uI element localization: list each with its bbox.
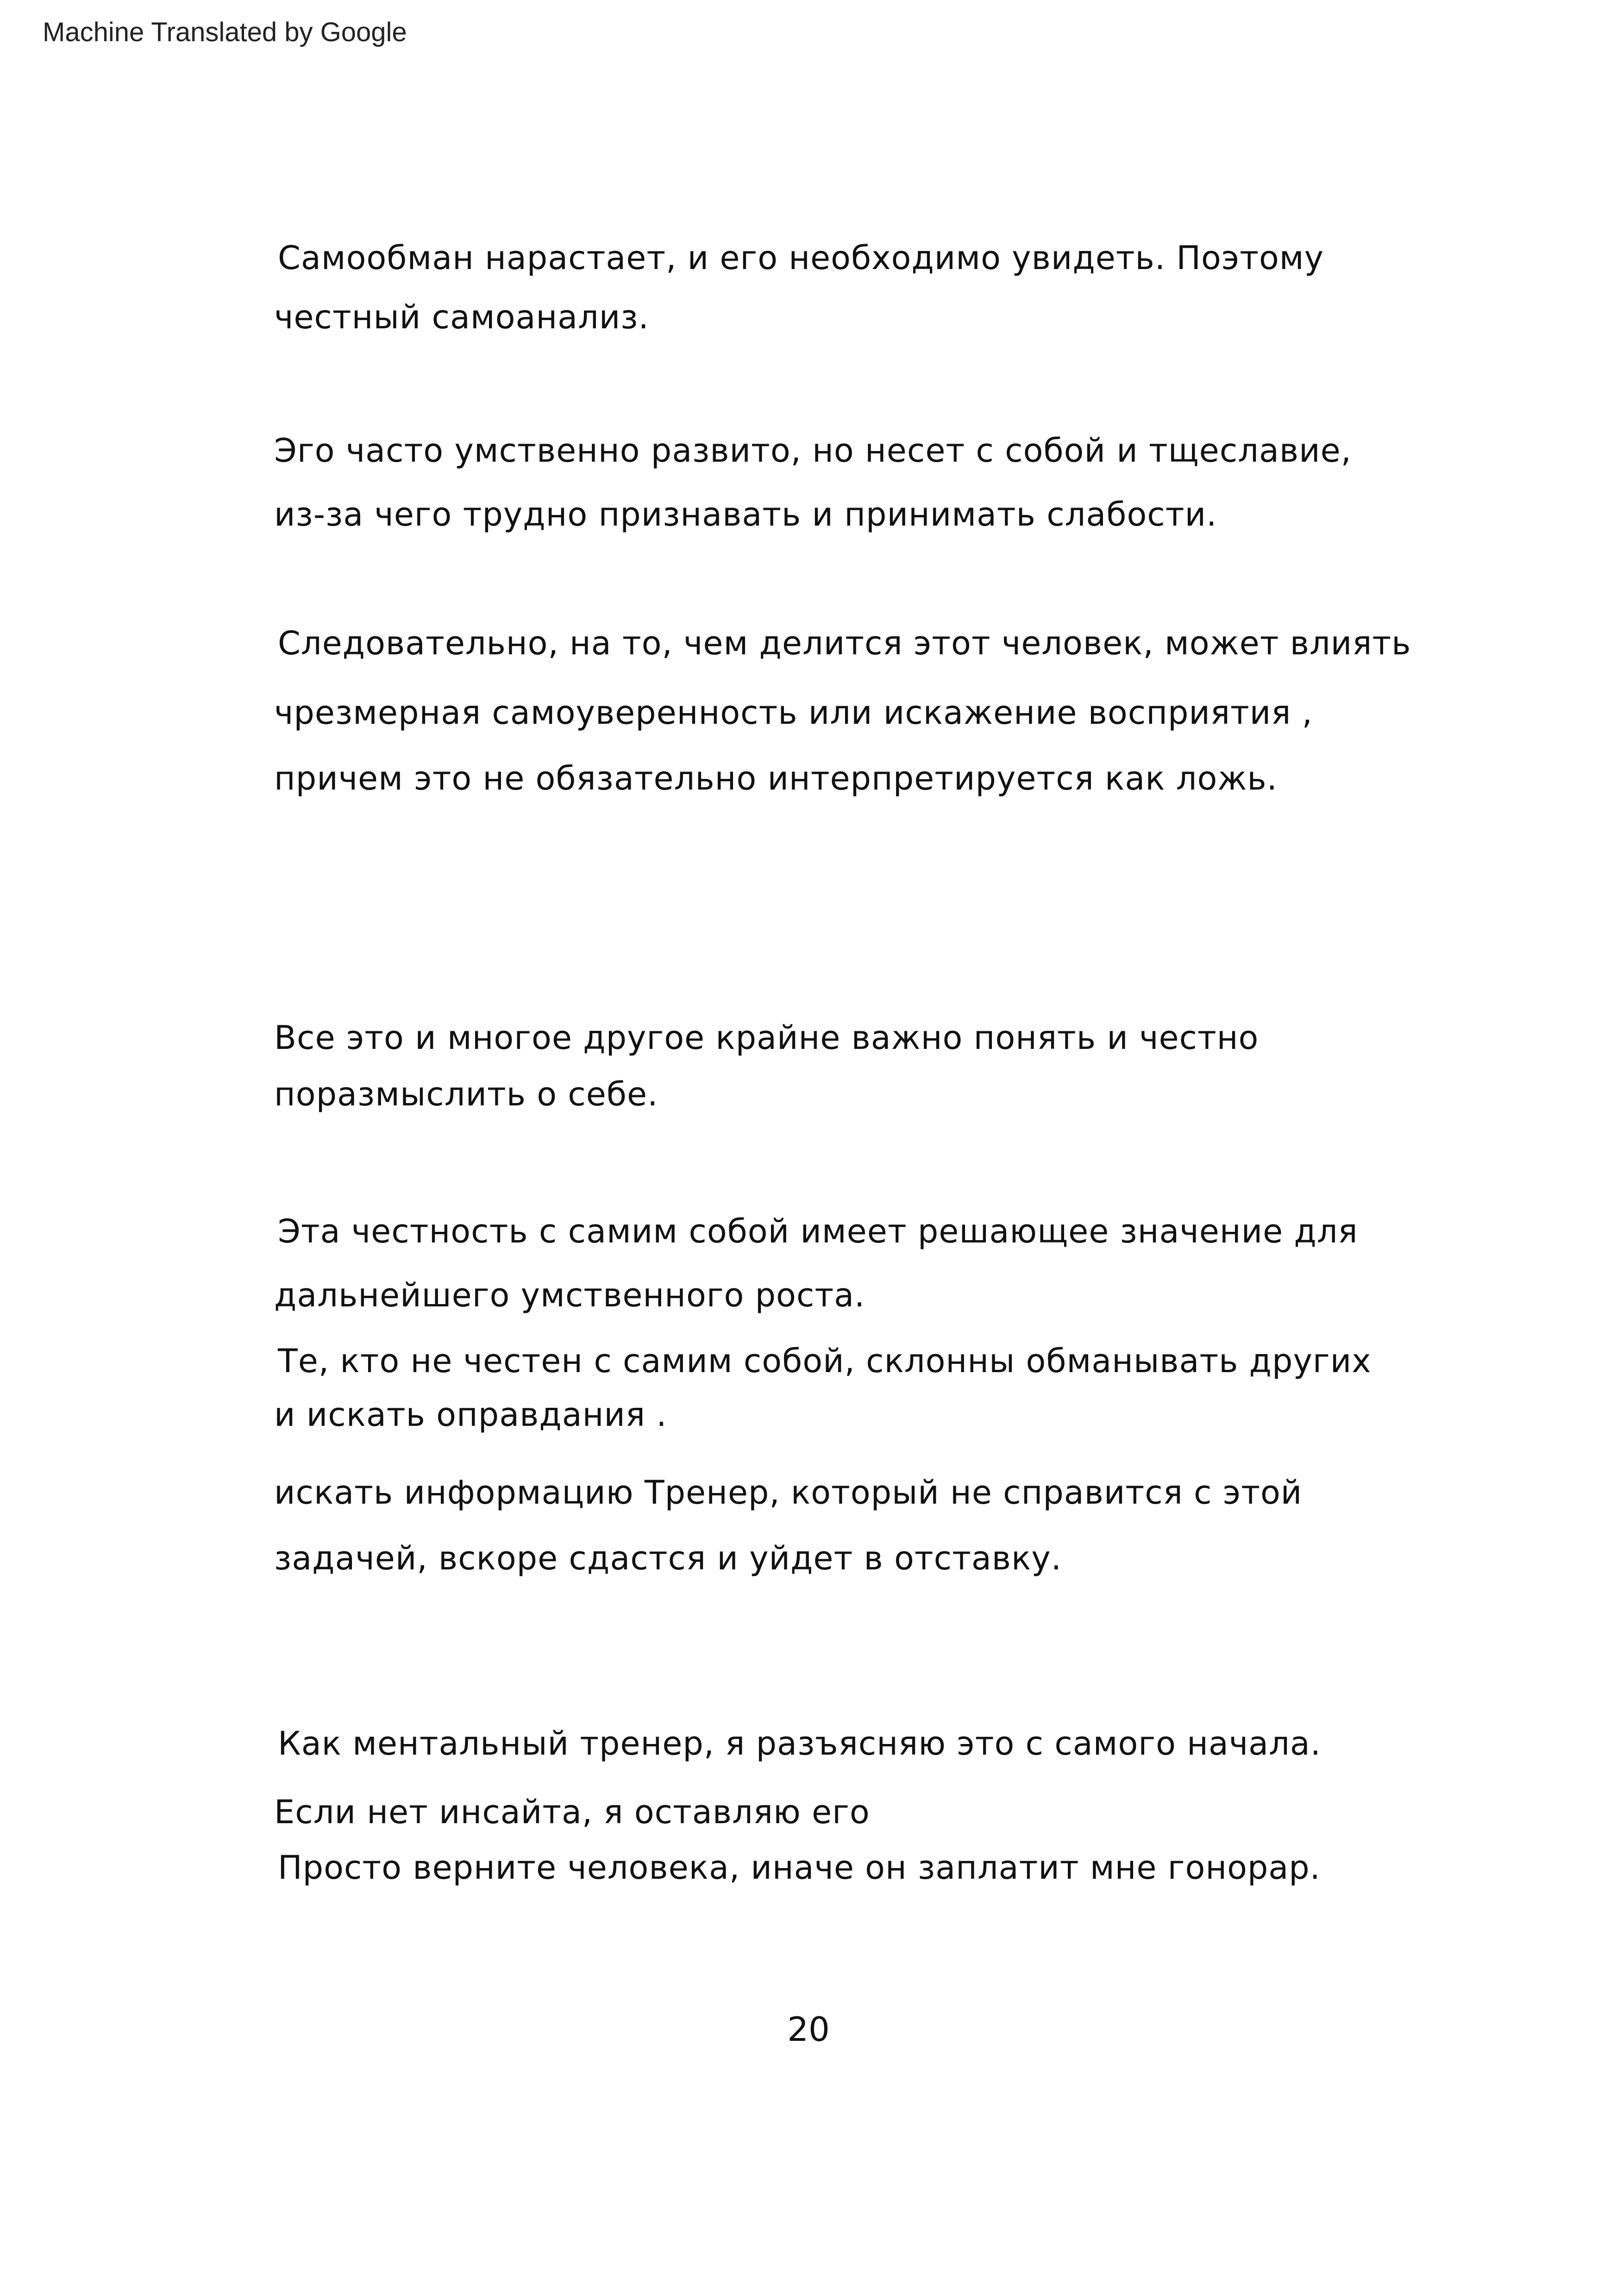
paragraph-line: Те, кто не честен с самим собой, склонны обманывать других <box>278 1342 1372 1380</box>
page-number: 20 <box>787 2010 830 2049</box>
paragraph-line: честный самоанализ. <box>274 298 649 336</box>
paragraph-line: и искать оправдания . <box>274 1396 667 1434</box>
paragraph-line: Все это и многое другое крайне важно понять и честно <box>274 1019 1259 1057</box>
paragraph-line: задачей, вскоре сдастся и уйдет в отставку. <box>274 1539 1062 1577</box>
paragraph-line: Эго часто умственно развито, но несет с собой и тщеславие, <box>274 432 1352 470</box>
paragraph-line: из-за чего трудно признавать и принимать слабости. <box>274 496 1217 533</box>
machine-translation-banner: Machine Translated by Google <box>43 17 407 47</box>
paragraph-line: искать информацию Тренер, который не справится с этой <box>274 1474 1303 1512</box>
paragraph-line: Эта честность с самим собой имеет решающее значение для <box>278 1212 1358 1250</box>
paragraph-line: поразмыслить о себе. <box>274 1075 658 1113</box>
paragraph-line: Следовательно, на то, чем делится этот человек, может влиять <box>278 624 1411 662</box>
paragraph-line: дальнейшего умственного роста. <box>274 1276 865 1314</box>
paragraph-line: Самообман нарастает, и его необходимо увидеть. Поэтому <box>278 239 1324 277</box>
paragraph-line: причем это не обязательно интерпретируется как ложь. <box>274 759 1278 797</box>
paragraph-line: Как ментальный тренер, я разъясняю это с самого начала. <box>278 1725 1321 1763</box>
paragraph-line: чрезмерная самоуверенность или искажение восприятия , <box>274 694 1313 732</box>
paragraph-line: Если нет инсайта, я оставляю его <box>274 1793 870 1831</box>
paragraph-line: Просто верните человека, иначе он заплатит мне гонорар. <box>278 1849 1321 1887</box>
